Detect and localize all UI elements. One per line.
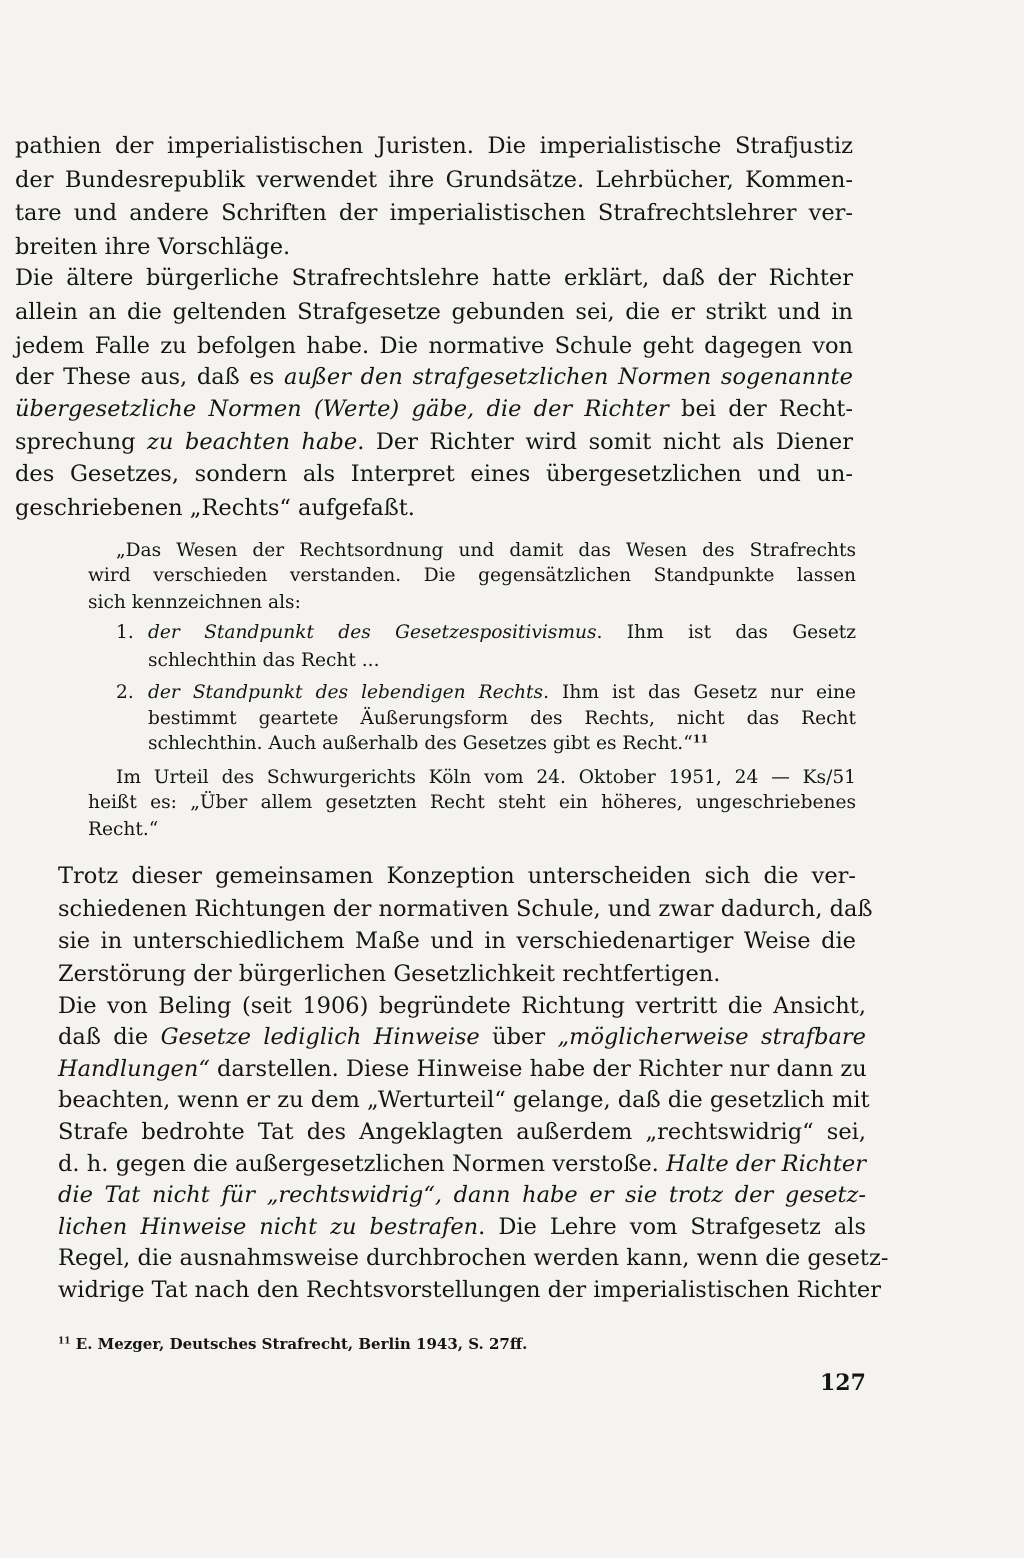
text-line: schiedenen Richtungen der normativen Schule, und zwar dadurch, daß [58, 896, 873, 922]
quote-line: bestimmt geartete Äußerungsform des Rechts, nicht das Recht [148, 708, 856, 729]
text-line: tare und andere Schriften der imperialistischen Strafrechtslehrer ver- [15, 200, 853, 226]
text-line: der These aus, daß es außer den strafgesetzlichen Normen sogenannte [15, 364, 853, 390]
text-line: des Gesetzes, sondern als Interpret eines übergesetzlichen und un- [15, 461, 853, 487]
text-line: übergesetzliche Normen (Werte) gäbe, die der Richter bei der Recht- [15, 396, 853, 422]
text-line: sprechung zu beachten habe. Der Richter wird somit nicht als Diener [15, 429, 853, 455]
text-line: daß die Gesetze lediglich Hinweise über „möglicherweise strafbare [58, 1024, 866, 1050]
text-line: die Tat nicht für „rechtswidrig“, dann habe er sie trotz der gesetz- [58, 1182, 866, 1208]
page-number: 127 [820, 1370, 866, 1396]
quote-line: Recht.“ [88, 819, 159, 840]
text-line: Die ältere bürgerliche Strafrechtslehre hatte erklärt, daß der Richter [15, 265, 853, 291]
text-line: sie in unterschiedlichem Maße und in verschiedenartiger Weise die [58, 928, 856, 954]
quote-line: wird verschieden verstanden. Die gegensätzlichen Standpunkte lassen [88, 565, 856, 586]
text-line: jedem Falle zu befolgen habe. Die normative Schule geht dagegen von [15, 333, 853, 359]
footnote-text: E. Mezger, Deutsches Strafrecht, Berlin 1943, S. 27ff. [75, 1335, 528, 1353]
footnote-number: 11 [58, 1336, 71, 1347]
text-line: d. h. gegen die außergesetzlichen Normen verstoße. Halte der Richter [58, 1151, 866, 1177]
quote-line: „Das Wesen der Rechtsordnung und damit das Wesen des Strafrechts [116, 540, 856, 561]
text-line: geschriebenen „Rechts“ aufgefaßt. [15, 495, 415, 521]
footnote [58, 1334, 758, 1354]
text-line: der Bundesrepublik verwendet ihre Grundsätze. Lehrbücher, Kommen- [15, 167, 853, 193]
list-number: 1. [116, 622, 134, 643]
quote-line: heißt es: „Über allem gesetzten Recht steht ein höheres, ungeschriebenes [88, 792, 856, 813]
text-line: Trotz dieser gemeinsamen Konzeption unterscheiden sich die ver- [58, 863, 856, 889]
quote-line: der Standpunkt des lebendigen Rechts. Ihm ist das Gesetz nur eine [148, 682, 856, 703]
text-line: Die von Beling (seit 1906) begründete Richtung vertritt die Ansicht, [58, 993, 866, 1019]
quote-line: Im Urteil des Schwurgerichts Köln vom 24. Oktober 1951, 24 — Ks/51 [116, 767, 856, 788]
quote-line: der Standpunkt des Gesetzespositivismus. Ihm ist das Gesetz [148, 622, 856, 643]
footnote-ref: 11 [692, 732, 709, 746]
list-number: 2. [116, 682, 134, 703]
quote-line: sich kennzeichnen als: [88, 592, 301, 613]
text-line: Strafe bedrohte Tat des Angeklagten außerdem „rechtswidrig“ sei, [58, 1119, 866, 1145]
text-line: widrige Tat nach den Rechtsvorstellungen der imperialistischen Richter [58, 1277, 882, 1303]
text-line: breiten ihre Vorschläge. [15, 234, 291, 260]
quote-line: schlechthin das Recht ... [148, 650, 380, 671]
text-line: pathien der imperialistischen Juristen. Die imperialistische Strafjustiz [15, 133, 853, 159]
quote-line: schlechthin. Auch außerhalb des Gesetzes gibt es Recht.“$^{11}$ [148, 732, 709, 754]
text-line: allein an die geltenden Strafgesetze gebunden sei, die er strikt und in [15, 299, 853, 325]
text-line: Zerstörung der bürgerlichen Gesetzlichkeit rechtfertigen. [58, 961, 721, 987]
text-line: beachten, wenn er zu dem „Werturteil“ gelange, daß die gesetzlich mit [58, 1087, 870, 1113]
text-line: Regel, die ausnahmsweise durchbrochen werden kann, wenn die gesetz- [58, 1245, 889, 1271]
text-line: Handlungen“ darstellen. Diese Hinweise habe der Richter nur dann zu [58, 1056, 867, 1082]
text-line: lichen Hinweise nicht zu bestrafen. Die Lehre vom Strafgesetz als [58, 1214, 866, 1240]
